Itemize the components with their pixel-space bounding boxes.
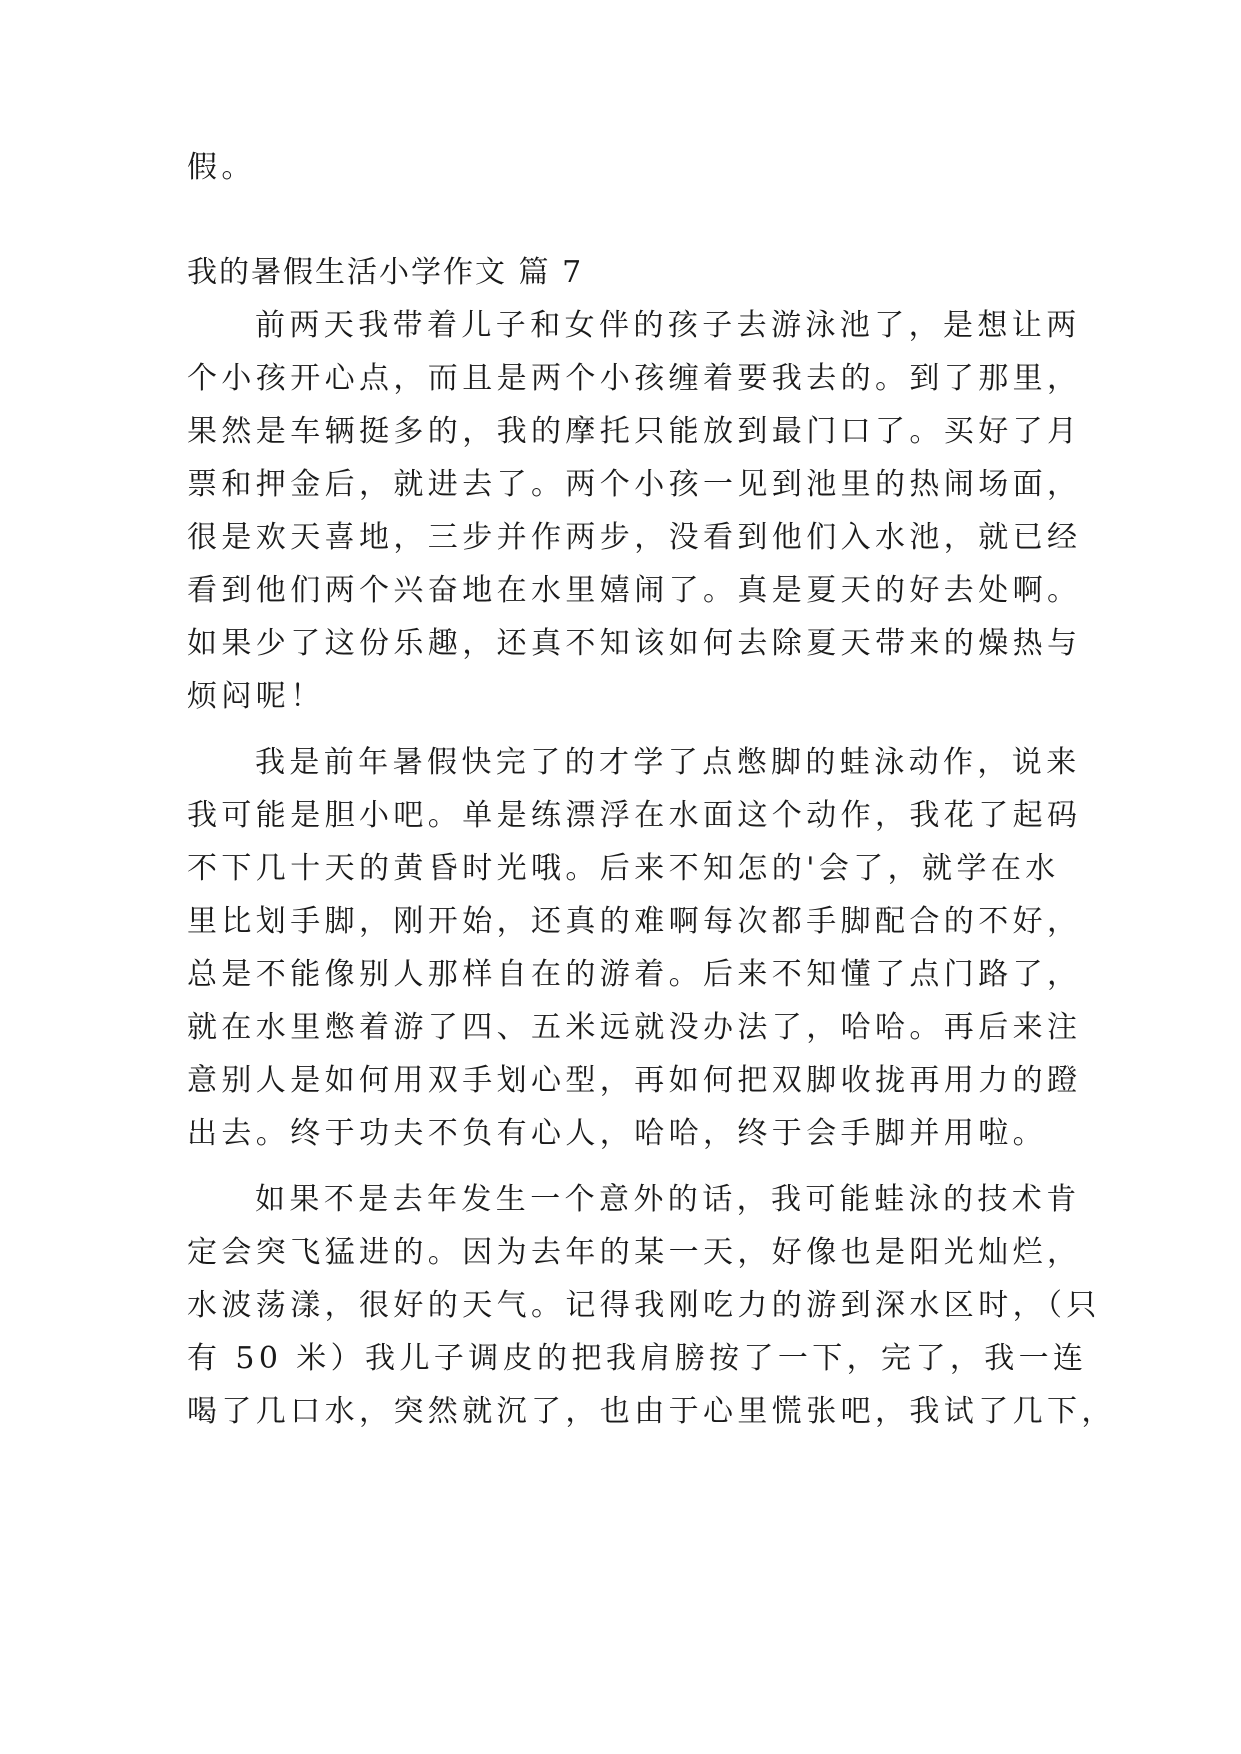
paragraph-line: 如果少了这份乐趣，还真不知该如何去除夏天带来的燥热与 bbox=[187, 626, 1082, 661]
section-heading: 我的暑假生活小学作文 篇 7 bbox=[187, 255, 584, 290]
paragraph-line: 里比划手脚，刚开始，还真的难啊每次都手脚配合的不好， bbox=[187, 904, 1082, 939]
paragraph-line: 出去。终于功夫不负有心人，哈哈，终于会手脚并用啦。 bbox=[187, 1116, 1047, 1151]
paragraph-line: 不下几十天的黄昏时光哦。后来不知怎的'会了，就学在水 bbox=[187, 851, 1060, 886]
paragraph-line: 烦闷呢！ bbox=[187, 679, 325, 714]
paragraph-line: 意别人是如何用双手划心型，再如何把双脚收拢再用力的蹬 bbox=[187, 1063, 1082, 1098]
paragraph-line: 看到他们两个兴奋地在水里嬉闹了。真是夏天的好去处啊。 bbox=[187, 573, 1082, 608]
paragraph-line: 水波荡漾，很好的天气。记得我刚吃力的游到深水区时，（只 bbox=[187, 1288, 1101, 1323]
paragraph-line: 我是前年暑假快完了的才学了点憋脚的蛙泳动作，说来 bbox=[255, 745, 1081, 780]
paragraph-line: 定会突飞猛进的。因为去年的某一天，好像也是阳光灿烂， bbox=[187, 1235, 1082, 1270]
paragraph-line: 喝了几口水，突然就沉了，也由于心里慌张吧，我试了几下， bbox=[187, 1394, 1116, 1429]
paragraph-line: 有 50 米）我儿子调皮的把我肩膀按了一下，完了，我一连 bbox=[187, 1341, 1088, 1376]
paragraph-line: 个小孩开心点，而且是两个小孩缠着要我去的。到了那里， bbox=[187, 361, 1082, 396]
paragraph-line: 果然是车辆挺多的，我的摩托只能放到最门口了。买好了月 bbox=[187, 414, 1082, 449]
paragraph-line: 很是欢天喜地，三步并作两步，没看到他们入水池，就已经 bbox=[187, 520, 1082, 555]
paragraph-line: 如果不是去年发生一个意外的话，我可能蛙泳的技术肯 bbox=[255, 1182, 1081, 1217]
continuation-text: 假。 bbox=[187, 150, 256, 185]
paragraph-line: 前两天我带着儿子和女伴的孩子去游泳池了，是想让两 bbox=[255, 308, 1081, 343]
paragraph-line: 我可能是胆小吧。单是练漂浮在水面这个动作，我花了起码 bbox=[187, 798, 1082, 833]
paragraph-line: 总是不能像别人那样自在的游着。后来不知懂了点门路了， bbox=[187, 957, 1082, 992]
paragraph-line: 票和押金后，就进去了。两个小孩一见到池里的热闹场面， bbox=[187, 467, 1082, 502]
paragraph-line: 就在水里憋着游了四、五米远就没办法了，哈哈。再后来注 bbox=[187, 1010, 1082, 1045]
